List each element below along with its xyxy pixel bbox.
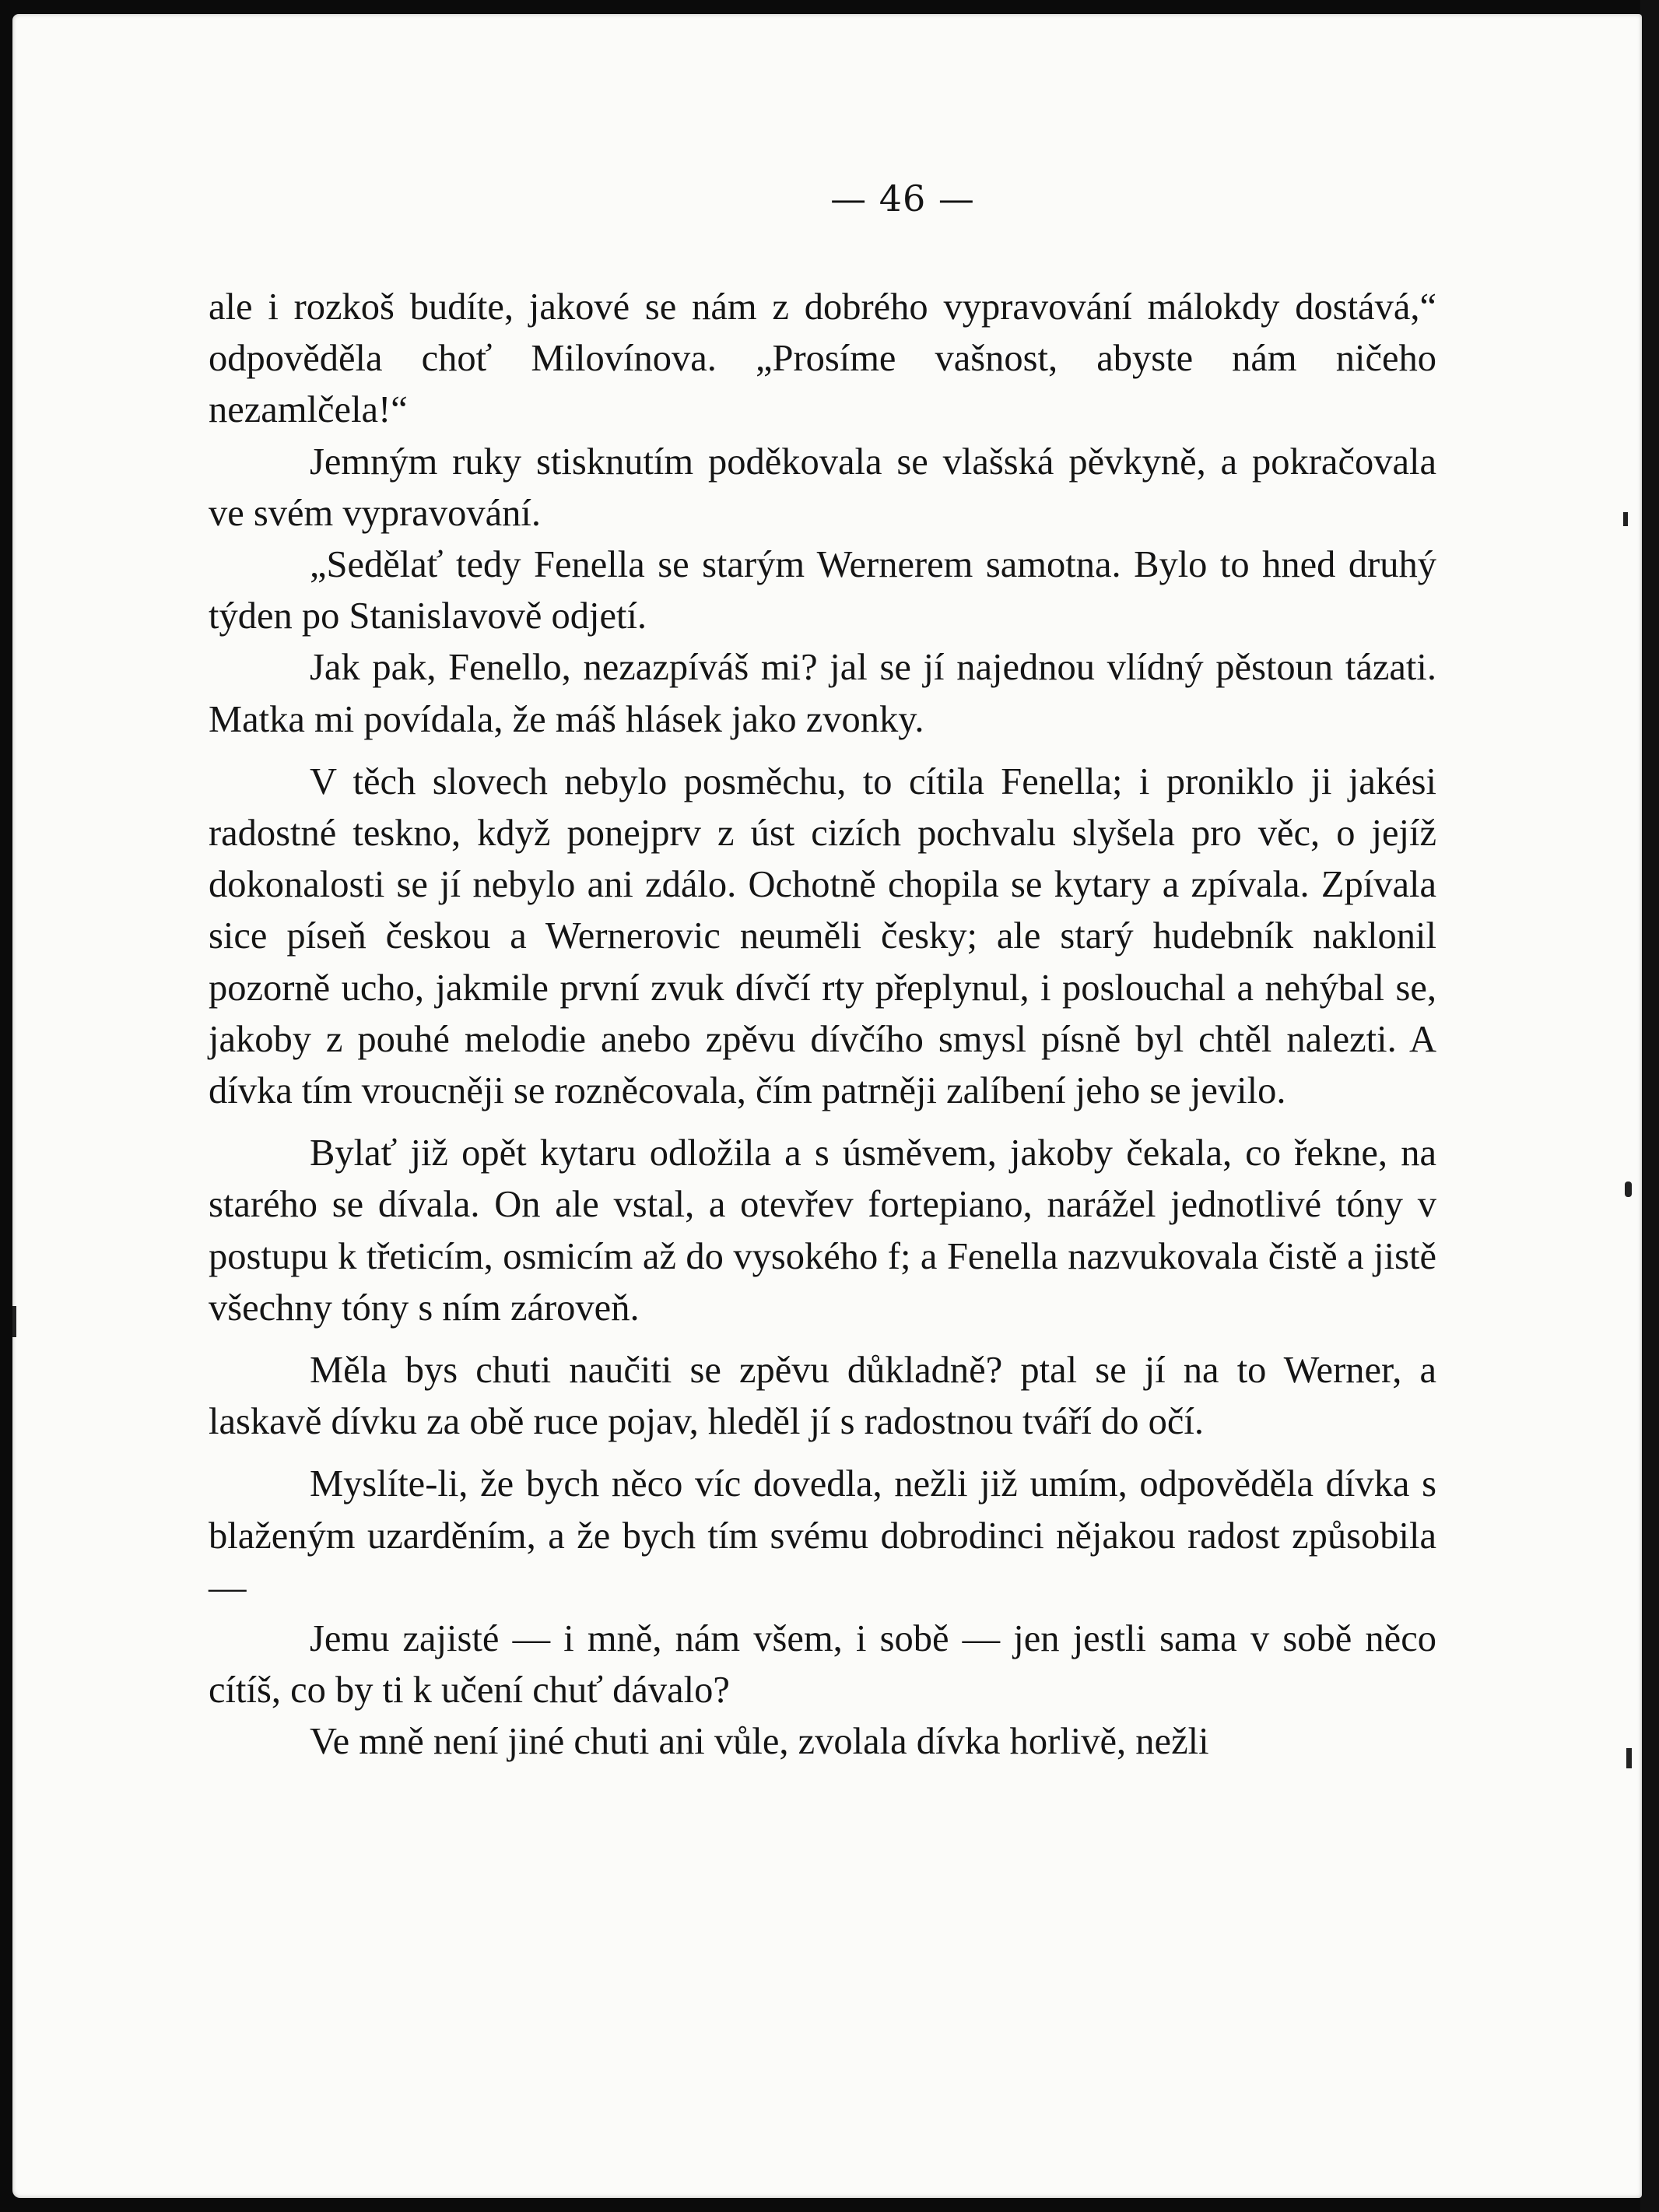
margin-speck bbox=[12, 1306, 16, 1337]
paragraph: Ve mně není jiné chuti ani vůle, zvolala dívka horlivě, nežli bbox=[310, 1721, 1209, 1763]
paragraph: Myslíte-li, že bych něco víc dovedla, nežli již umím, odpověděla dívka s blaženým uzarděním, a že bych tím svému dobrodinci nějakou radost způsobila — bbox=[209, 1463, 1436, 1608]
paragraph: Měla bys chuti naučiti se zpěvu důkladně? ptal se jí na to Werner, a laskavě dívku za obě ruce pojav, hleděl jí s radostnou tváří do očí. bbox=[209, 1350, 1436, 1443]
paragraph: V těch slovech nebylo posměchu, to cítila Fenella; i proniklo ji jakési radostné teskno, když ponejprv z úst cizích pochvalu slyšela pro věc, o jejíž dokonalosti se jí nebylo ani zdálo. Ochotně chopila se kytary a zpívala. Zpívala sice píseň českou a Wernerovic neuměli česky; ale starý hudebník naklonil pozorně ucho, jakmile první zvuk dívčí rty přeplynul, i poslouchal a nehýbal se, jakoby z pouhé melodie anebo zpěvu dívčího smysl písně byl chtěl nalezti. A dívka tím vroucněji se rozněcovala, čím patrněji zalíbení jeho se jevilo. bbox=[209, 760, 1436, 1112]
paragraph: Bylať již opět kytaru odložila a s úsměvem, jakoby čekala, co řekne, na starého se dívala. On ale vstal, a otevřev fortepiano, narážel jednotlivé tóny v postupu k třeticím, osmicím až do vysokého f; a Fenella nazvukovala čistě a jistě všechny tóny s ním zároveň. bbox=[209, 1132, 1436, 1329]
paragraph: „Sedělať tedy Fenella se starým Wernerem samotna. Bylo to hned druhý týden po Stanislavově odjetí. bbox=[209, 544, 1436, 637]
margin-speck bbox=[1625, 1181, 1632, 1197]
paragraph: ale i rozkoš budíte, jakové se nám z dobrého vypravování málokdy dostává,“ odpověděla choť Milovínova. „Prosíme vašnost, abyste nám ničeho nezamlčela!“ bbox=[209, 286, 1436, 431]
margin-speck bbox=[1626, 1748, 1632, 1768]
margin-speck bbox=[1623, 512, 1628, 526]
page-number: — 46 — bbox=[830, 177, 975, 219]
paragraph: Jak pak, Fenello, nezazpíváš mi? jal se jí najednou vlídný pěstoun tázati. Matka mi povídala, že máš hlásek jako zvonky. bbox=[209, 647, 1436, 740]
body-text bbox=[209, 282, 1436, 1768]
paragraph: Jemu zajisté — i mně, nám všem, i sobě — jen jestli sama v sobě něco cítíš, co by ti k učení chuť dávalo? bbox=[209, 1618, 1436, 1712]
paragraph: Jemným ruky stisknutím poděkovala se vlašská pěvkyně, a pokračovala ve svém vypravování. bbox=[209, 441, 1436, 534]
scan-edge-right bbox=[1640, 0, 1659, 2212]
